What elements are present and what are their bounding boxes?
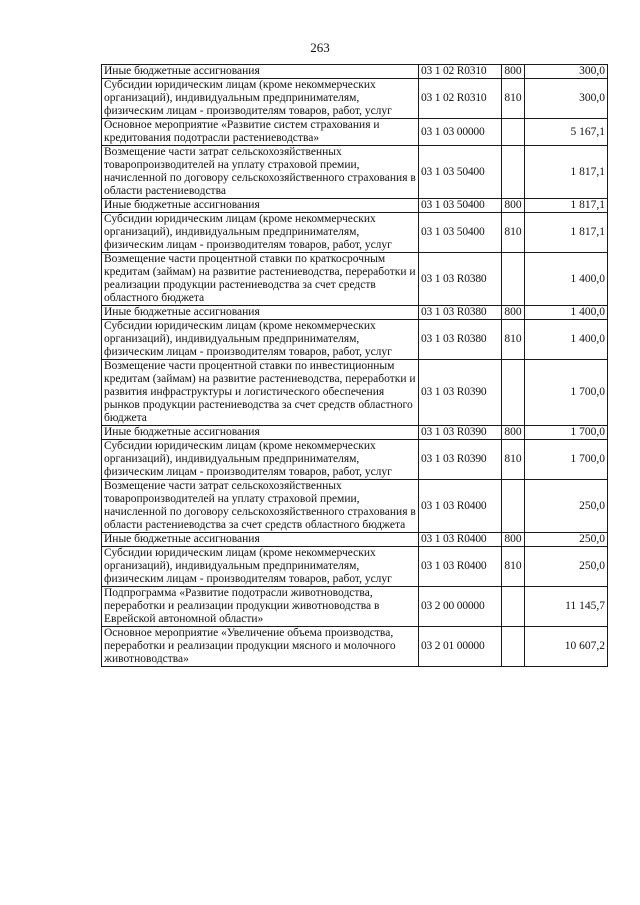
row-code: 03 1 03 R0380 <box>419 306 502 320</box>
row-amount: 1 400,0 <box>525 306 608 320</box>
row-code: 03 1 03 00000 <box>419 119 502 146</box>
row-amount: 1 400,0 <box>525 253 608 306</box>
table-row <box>102 79 608 119</box>
table-row <box>102 587 608 627</box>
row-code: 03 1 03 50400 <box>419 213 502 253</box>
row-code: 03 2 00 00000 <box>419 587 502 627</box>
row-description: Основное мероприятие «Развитие систем страхования и кредитования подотрасли растениеводства» <box>102 119 419 146</box>
table-row <box>102 440 608 480</box>
table-row <box>102 360 608 426</box>
row-code: 03 1 03 R0380 <box>419 253 502 306</box>
row-amount: 11 145,7 <box>525 587 608 627</box>
row-expense-type: 810 <box>502 213 525 253</box>
row-expense-type <box>502 360 525 426</box>
page-number: 263 <box>310 40 330 55</box>
table-row <box>102 426 608 440</box>
table-row <box>102 306 608 320</box>
row-code: 03 1 02 R0310 <box>419 79 502 119</box>
row-description: Основное мероприятие «Увеличение объема производства, переработки и реализации продукции мясного и молочного животноводства» <box>102 627 419 667</box>
row-amount: 1 700,0 <box>525 360 608 426</box>
row-description: Иные бюджетные ассигнования <box>102 426 419 440</box>
row-amount: 1 700,0 <box>525 426 608 440</box>
row-amount: 10 607,2 <box>525 627 608 667</box>
row-amount: 250,0 <box>525 547 608 587</box>
row-amount: 1 817,1 <box>525 146 608 199</box>
row-code: 03 1 03 R0400 <box>419 480 502 533</box>
table-row <box>102 146 608 199</box>
row-code: 03 2 01 00000 <box>419 627 502 667</box>
row-code: 03 1 03 50400 <box>419 146 502 199</box>
budget-table <box>101 64 608 667</box>
table-row <box>102 627 608 667</box>
row-expense-type: 800 <box>502 533 525 547</box>
row-description: Возмещение части процентной ставки по краткосрочным кредитам (займам) на развитие растениеводства, переработки и реализации продукции растениеводства за счет средств областного бюджета <box>102 253 419 306</box>
row-amount: 300,0 <box>525 65 608 79</box>
row-code: 03 1 03 R0400 <box>419 533 502 547</box>
table-row <box>102 119 608 146</box>
row-description: Возмещение части затрат сельскохозяйственных товаропроизводителей на уплату страховой премии, начисленной по договору сельскохозяйственного страхования в области растениеводства <box>102 146 419 199</box>
row-code: 03 1 03 R0390 <box>419 426 502 440</box>
row-description: Субсидии юридическим лицам (кроме некоммерческих организаций), индивидуальным предпринимателям, физическим лицам - производителям товаров, работ, услуг <box>102 79 419 119</box>
row-description: Подпрограмма «Развитие подотрасли животноводства, переработки и реализации продукции животноводства в Еврейской автономной области» <box>102 587 419 627</box>
row-description: Иные бюджетные ассигнования <box>102 199 419 213</box>
row-expense-type: 800 <box>502 65 525 79</box>
row-description: Иные бюджетные ассигнования <box>102 65 419 79</box>
row-code: 03 1 03 R0400 <box>419 547 502 587</box>
row-expense-type: 800 <box>502 199 525 213</box>
table-row <box>102 320 608 360</box>
row-code: 03 1 02 R0310 <box>419 65 502 79</box>
row-amount: 300,0 <box>525 79 608 119</box>
table-row <box>102 480 608 533</box>
row-amount: 250,0 <box>525 480 608 533</box>
row-description: Иные бюджетные ассигнования <box>102 533 419 547</box>
row-expense-type: 810 <box>502 547 525 587</box>
row-expense-type: 800 <box>502 426 525 440</box>
table-row <box>102 213 608 253</box>
row-expense-type <box>502 146 525 199</box>
row-description: Субсидии юридическим лицам (кроме некоммерческих организаций), индивидуальным предпринимателям, физическим лицам - производителям товаров, работ, услуг <box>102 213 419 253</box>
table-row <box>102 199 608 213</box>
row-amount: 1 817,1 <box>525 199 608 213</box>
table-row <box>102 65 608 79</box>
row-expense-type <box>502 587 525 627</box>
table-row <box>102 533 608 547</box>
row-expense-type: 810 <box>502 440 525 480</box>
row-code: 03 1 03 R0390 <box>419 360 502 426</box>
row-expense-type <box>502 480 525 533</box>
row-amount: 1 700,0 <box>525 440 608 480</box>
row-expense-type: 810 <box>502 79 525 119</box>
row-expense-type <box>502 253 525 306</box>
table-row <box>102 547 608 587</box>
row-description: Возмещение части затрат сельскохозяйственных товаропроизводителей на уплату страховой премии, начисленной по договору сельскохозяйственного страхования в области растениеводства за счет средств областного бюджета <box>102 480 419 533</box>
row-amount: 250,0 <box>525 533 608 547</box>
row-expense-type: 800 <box>502 306 525 320</box>
row-code: 03 1 03 R0380 <box>419 320 502 360</box>
row-description: Субсидии юридическим лицам (кроме некоммерческих организаций), индивидуальным предпринимателям, физическим лицам - производителям товаров, работ, услуг <box>102 320 419 360</box>
row-description: Возмещение части процентной ставки по инвестиционным кредитам (займам) на развитие растениеводства, переработки и развития инфраструктуры и логистического обеспечения рынков продукции растениеводства за счет средств областного бюджета <box>102 360 419 426</box>
row-description: Иные бюджетные ассигнования <box>102 306 419 320</box>
row-expense-type <box>502 119 525 146</box>
row-amount: 1 400,0 <box>525 320 608 360</box>
table-row <box>102 253 608 306</box>
row-description: Субсидии юридическим лицам (кроме некоммерческих организаций), индивидуальным предпринимателям, физическим лицам - производителям товаров, работ, услуг <box>102 440 419 480</box>
row-expense-type <box>502 627 525 667</box>
row-amount: 1 817,1 <box>525 213 608 253</box>
row-expense-type: 810 <box>502 320 525 360</box>
row-code: 03 1 03 R0390 <box>419 440 502 480</box>
row-amount: 5 167,1 <box>525 119 608 146</box>
row-code: 03 1 03 50400 <box>419 199 502 213</box>
row-description: Субсидии юридическим лицам (кроме некоммерческих организаций), индивидуальным предпринимателям, физическим лицам - производителям товаров, работ, услуг <box>102 547 419 587</box>
